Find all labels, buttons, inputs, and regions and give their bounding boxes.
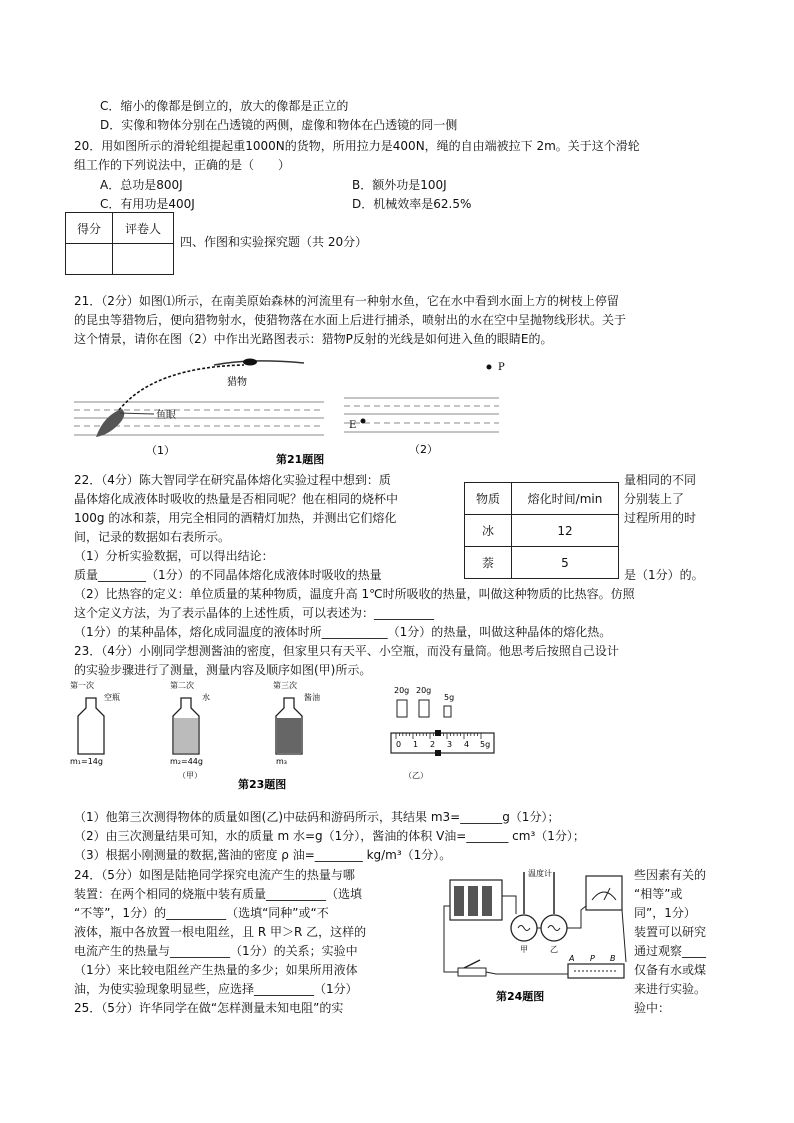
fig2-label: （2） (409, 443, 438, 456)
q24-line-4: 液体，瓶中各放置一根电阻丝，且 R 甲＞R 乙，这样的 (74, 925, 367, 939)
q23-line-1: 23．（4分）小刚同学想测酱油的密度，但家里只有天平、小空瓶，而没有量筒。他思考后按照自己设计 (74, 644, 619, 658)
col-melt-time: 熔化时间/min (512, 483, 619, 515)
label-m3: m₃ (276, 757, 287, 766)
prey-insect (243, 359, 257, 366)
weight-5g (444, 706, 451, 717)
q24-line-1: 24．（5分）如图是陆艳同学探究电流产生的热量与哪 (74, 868, 355, 882)
q24-caption: 第24题图 (496, 990, 545, 1003)
switch (458, 968, 486, 976)
q22-line-4: 间，记录的数据如右表所示。 (74, 530, 231, 544)
q21-line-2: 的昆虫等猎物后，便向猎物射水，使猎物落在水面上后进行捕杀，喷射出的水在空中呈抛物线形状。关于 (74, 313, 627, 327)
weight-3-label: 5g (444, 693, 455, 702)
q24-right-7: 来进行实验。 (634, 982, 707, 996)
section-4-title: 四、作图和实验探究题（共 20分） (180, 235, 368, 249)
weight-20g-b (419, 700, 429, 717)
q20-option-b: B．额外功是100J (352, 178, 447, 192)
tick-label: 5g (480, 740, 491, 749)
q24-line-2: 装置：在两个相同的烧瓶中装有质量__________（选填 (74, 887, 363, 901)
q23-sub-1: （1）他第三次测得物体的质量如图(乙)中砝码和游码所示，其结果 m3=_______g（1分）； (74, 810, 560, 824)
fish-eye-label: 鱼眼 (156, 410, 176, 421)
q24-right-1: 些因素有关的 (634, 868, 707, 882)
label-soy: 酱油 (304, 693, 320, 702)
q20-stem-1: 20．用如图所示的滑轮组提起重1000N的货物，所用拉力是400N，绳的自由端被拉下 2m。关于这个滑轮 (74, 139, 640, 153)
q22-right-3: 过程所用的时 (624, 511, 697, 525)
thermometer-label: 温度计 (528, 869, 552, 878)
point-e (361, 419, 366, 424)
weight-20g-a (397, 700, 407, 717)
q24-line-6: （1分）来比较电阻丝产生热量的多少；如果所用液体 (74, 963, 358, 977)
label-second: 第二次 (170, 681, 194, 690)
q23-caption: 第23题图 (238, 778, 287, 791)
q23-sub-2: （2）由三次测量结果可知，水的质量 m 水=g（1分），酱油的体积 V油=_______ cm³（1分）； (74, 829, 585, 843)
q22-sub-5: （1分）的某种晶体，熔化成同温度的液体时所___________（1分）的热量，叫做这种晶体的熔化热。 (74, 625, 612, 639)
q24-line-3: “不等”，1分）的__________（选填“同种”或“不 (74, 906, 329, 920)
q22-sub-2-right: 是（1分）的。 (624, 568, 704, 582)
q24-right-2: “相等”或 (634, 887, 683, 901)
point-p-label: P (498, 362, 505, 373)
q19-option-c: C．缩小的像都是倒立的，放大的像都是正立的 (100, 99, 349, 113)
label-p: P (590, 954, 595, 963)
q22-right-1: 量相同的不同 (624, 473, 697, 487)
label-empty-bottle: 空瓶 (104, 693, 120, 702)
label-first: 第一次 (70, 681, 94, 690)
q22-sub-2: 质量________（1分）的不同晶体熔化成液体时吸收的热量 (74, 568, 382, 582)
prey-label: 猎物 (227, 377, 247, 388)
q24-right-4: 装置可以研究 (634, 925, 707, 939)
tick-label: 0 (396, 740, 402, 749)
fig1-label: （1） (146, 444, 175, 457)
rider (435, 730, 441, 736)
grader-header: 评卷人 (113, 213, 174, 244)
tick-label: 3 (447, 740, 453, 749)
label-third: 第三次 (273, 681, 297, 690)
q24-line-5: 电流产生的热量与__________（1分）的关系；实验中 (74, 944, 358, 958)
row-naphthalene-name: 萘 (465, 547, 512, 579)
flask-jia-label: 甲 (520, 945, 528, 954)
q22-line-3: 100g 的冰和萘，用完全相同的酒精灯加热，并测出它们熔化 (74, 511, 397, 525)
q20-stem-2: 组工作的下列说法中，正确的是（ ） (74, 158, 291, 172)
q20-option-c: C．有用功是400J (100, 197, 195, 211)
col-substance: 物质 (465, 483, 512, 515)
table-row (465, 547, 619, 579)
row-ice-name: 冰 (465, 515, 512, 547)
q24-right-5: 通过观察____ (634, 944, 707, 958)
weight-2-label: 20g (416, 686, 432, 695)
score-header: 得分 (66, 213, 113, 244)
tick-label: 2 (430, 740, 436, 749)
water-fill (174, 718, 198, 753)
label-yi: （乙） (404, 771, 428, 780)
point-e-label: E (349, 420, 357, 431)
branch (214, 361, 304, 365)
q23-figure (66, 678, 506, 794)
optics-diagram (344, 365, 499, 433)
q22-sub-4: 这个定义方法，为了表示晶体的上述性质，可以表述为：__________ (74, 606, 435, 620)
q23-line-2: 的实验步骤进行了测量，测量内容及顺序如图(甲)所示。 (74, 663, 372, 677)
label-jia: （甲） (178, 771, 202, 780)
melting-time-table (464, 482, 619, 579)
tick-label: 4 (464, 740, 470, 749)
label-m2: m₂=44g (170, 757, 203, 766)
archerfish-scene (74, 359, 324, 438)
q25-right-1: 验中： (634, 1001, 671, 1015)
q21-line-1: 21．（2分）如图⑴所示，在南美原始森林的河流里有一种射水鱼，它在水中看到水面上方的树枝上停留 (74, 294, 619, 308)
flask-yi-label: 乙 (550, 945, 558, 954)
q21-line-3: 这个情景，请你在图（2）中作出光路图表示：猎物P反射的光线是如何进入鱼的眼睛E的。 (74, 332, 553, 346)
point-p (487, 365, 492, 370)
q25-line-1: 25．（5分）许华同学在做“怎样测量未知电阻”的实 (74, 1001, 344, 1015)
label-water: 水 (202, 693, 210, 702)
table-row (465, 515, 619, 547)
row-ice-time: 12 (512, 515, 619, 547)
ammeter (586, 876, 622, 910)
score-cell[interactable] (66, 244, 113, 275)
water-jet (119, 365, 244, 410)
label-m1: m₁=14g (70, 757, 103, 766)
grader-cell[interactable] (113, 244, 174, 275)
tick-label: 1 (413, 740, 419, 749)
label-a: A (569, 954, 575, 963)
q21-figure (74, 355, 534, 465)
bottle-empty (78, 698, 104, 754)
label-b: B (610, 954, 616, 963)
q22-sub-3: （2）比热容的定义：单位质量的某种物质，温度升高 1℃时所吸收的热量，叫做这种物质的比热容。仿照 (74, 587, 635, 601)
weight-1-label: 20g (394, 686, 410, 695)
q20-option-d: D．机械效率是62.5% (352, 197, 472, 211)
q24-circuit-figure (436, 866, 628, 1008)
soy-fill (277, 718, 301, 753)
q22-line-2: 晶体熔化成液体时吸收的热量是否相同呢？他在相同的烧杯中 (74, 492, 399, 506)
row-naphthalene-time: 5 (512, 547, 619, 579)
score-table (65, 212, 174, 275)
q24-line-7: 油，为使实验现象明显些，应选择__________（1分） (74, 982, 358, 996)
q23-sub-3: （3）根据小刚测量的数据,酱油的密度 ρ 油=________ kg/m³（1分）。 (74, 848, 452, 862)
q22-sub-1: （1）分析实验数据，可以得出结论： (74, 549, 274, 563)
q19-option-d: D．实像和物体分别在凸透镜的两侧，虚像和物体在凸透镜的同一侧 (100, 118, 458, 132)
q21-caption: 第21题图 (276, 453, 325, 465)
q24-right-3: 同”，1分） (634, 906, 696, 920)
q22-right-2: 分别装上了 (624, 492, 685, 506)
q20-option-a: A．总功是800J (100, 178, 183, 192)
q24-right-6: 仅备有水或煤 (634, 963, 707, 977)
q22-line-1: 22．（4分）陈大智同学在研究晶体熔化实验过程中想到：质 (74, 473, 391, 487)
